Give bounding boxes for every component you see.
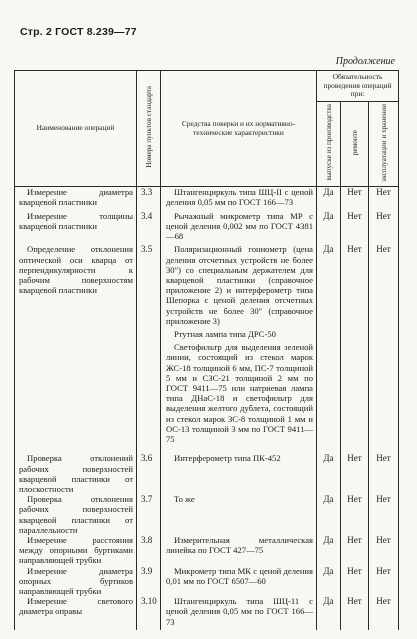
verification-means: [161, 596, 317, 630]
clause-number: 3.8: [137, 535, 161, 566]
col-name-header: Наименование операций: [15, 71, 137, 187]
operation-name: Измерение светового диаметра оправы: [15, 596, 137, 630]
col-repair-header: ремонте: [341, 101, 369, 186]
release-mark: Да: [317, 453, 341, 494]
col-operation-header: эксплуатации и хранении: [369, 101, 399, 186]
release-mark: Да: [317, 211, 341, 245]
clause-number: 3.5: [137, 244, 161, 453]
operation-name: Проверка отклонений рабочих поверхностей кварцевой пластинки от плоскостности: [15, 453, 137, 494]
clause-number: 3.10: [137, 596, 161, 630]
table-row: [15, 453, 399, 494]
verification-means: [161, 494, 317, 535]
verification-means: [161, 566, 317, 597]
operation-mark: Нет: [369, 494, 399, 535]
release-mark: Да: [317, 494, 341, 535]
operation-name: Измерение диаметра кварцевой пластинки: [15, 187, 137, 211]
means-paragraph: Светофильтр для выделения зеленой линии, состоящий из стекол марок ЖС-18 толщиной 6 мм, ПС-7 толщиной 5 мм и СЗС-21 толщиной 2 мм по ГОСТ 9411—75 или натриевая лампа типа ДНаС-18 и светофильтр для выделения желтого дублета, состоящий из стекол марок ЗС-8 толщиной 1 мм и ОС-13 толщиной 3 мм по ГОСТ 9411—75: [166, 342, 313, 445]
operation-name: Проверка отклонения рабочих поверхностей кварцевой пластинки от параллельности: [15, 494, 137, 535]
table-row: [15, 566, 399, 597]
means-paragraph: Измерительная металлическая линейка по ГОСТ 427—75: [166, 535, 313, 556]
repair-mark: Нет: [341, 566, 369, 597]
means-paragraph: Ртутная лампа типа ДРС-50: [174, 329, 276, 339]
release-mark: Да: [317, 566, 341, 597]
repair-mark: Нет: [341, 453, 369, 494]
operation-mark: Нет: [369, 453, 399, 494]
clause-number: 3.3: [137, 187, 161, 211]
verification-means: [161, 187, 317, 211]
verification-means: [161, 535, 317, 566]
col-number-header: Номера пунктов стандарта: [137, 71, 161, 187]
means-paragraph: Штангенциркуль типа ШЦ-11 с ценой деления 0,05 мм по ГОСТ 166—73: [166, 596, 313, 627]
table-row: [15, 494, 399, 535]
release-mark: Да: [317, 244, 341, 453]
operation-name: Измерение расстояния между опорными буртиками направляющей трубки: [15, 535, 137, 566]
means-paragraph: Микрометр типа МК с ценой деления 0,01 мм по ГОСТ 6507—60: [166, 565, 313, 586]
table-row: [15, 244, 399, 453]
means-paragraph: Поляризационный гониометр (цена деления отсчетных устройств не более 30″) со специальным держателем для кварцевой пластинки (справочное приложение 2) и интерферометр типа Шепорка с ценой деления отсчетных устройств не более 30″ (справочное приложение 3): [166, 244, 313, 326]
col-release-header: выпуске из производства: [317, 101, 341, 186]
verification-means: [161, 244, 317, 453]
operation-mark: Нет: [369, 187, 399, 211]
means-paragraph: Штангенциркуль типа ШЦ-II с ценой деления 0,05 мм по ГОСТ 166—73: [166, 187, 313, 208]
repair-mark: Нет: [341, 535, 369, 566]
page-header: Стр. 2 ГОСТ 8.239—77: [20, 26, 137, 38]
clause-number: 3.4: [137, 211, 161, 245]
means-paragraph: Интерферометр типа ПК-452: [174, 453, 281, 464]
clause-number: 3.9: [137, 566, 161, 597]
table-row: [15, 211, 399, 245]
repair-mark: Нет: [341, 211, 369, 245]
col-means-header: Средства поверки и их нормативно-технические характеристики: [161, 71, 317, 187]
means-paragraph: Рычажный микрометр типа МР с ценой деления 0,002 мм по ГОСТ 4381—68: [166, 210, 313, 242]
clause-number: 3.6: [137, 453, 161, 494]
operations-table: [14, 70, 399, 630]
continuation-label: Продолжение: [335, 56, 395, 67]
operation-mark: Нет: [369, 596, 399, 630]
table-row: [15, 187, 399, 211]
operation-mark: Нет: [369, 244, 399, 453]
release-mark: Да: [317, 596, 341, 630]
operation-mark: Нет: [369, 566, 399, 597]
repair-mark: Нет: [341, 244, 369, 453]
table-row: [15, 535, 399, 566]
operation-mark: Нет: [369, 535, 399, 566]
means-paragraph: То же: [174, 494, 195, 505]
operation-name: Измерение диаметра опорных буртиков направляющей трубки: [15, 566, 137, 597]
operation-mark: Нет: [369, 211, 399, 245]
release-mark: Да: [317, 535, 341, 566]
repair-mark: Нет: [341, 494, 369, 535]
repair-mark: Нет: [341, 187, 369, 211]
col-obligatory-header: Обязательность проведения операций при:: [317, 71, 399, 102]
release-mark: Да: [317, 187, 341, 211]
operation-name: Определение отклонения оптической оси кварца от перпендикулярности к рабочим поверхностям кварцевой пластинки: [15, 244, 137, 453]
repair-mark: Нет: [341, 596, 369, 630]
verification-means: [161, 453, 317, 494]
verification-means: [161, 211, 317, 245]
table-row: [15, 596, 399, 630]
operation-name: Измерение толщины кварцевой пластинки: [15, 211, 137, 245]
clause-number: 3.7: [137, 494, 161, 535]
